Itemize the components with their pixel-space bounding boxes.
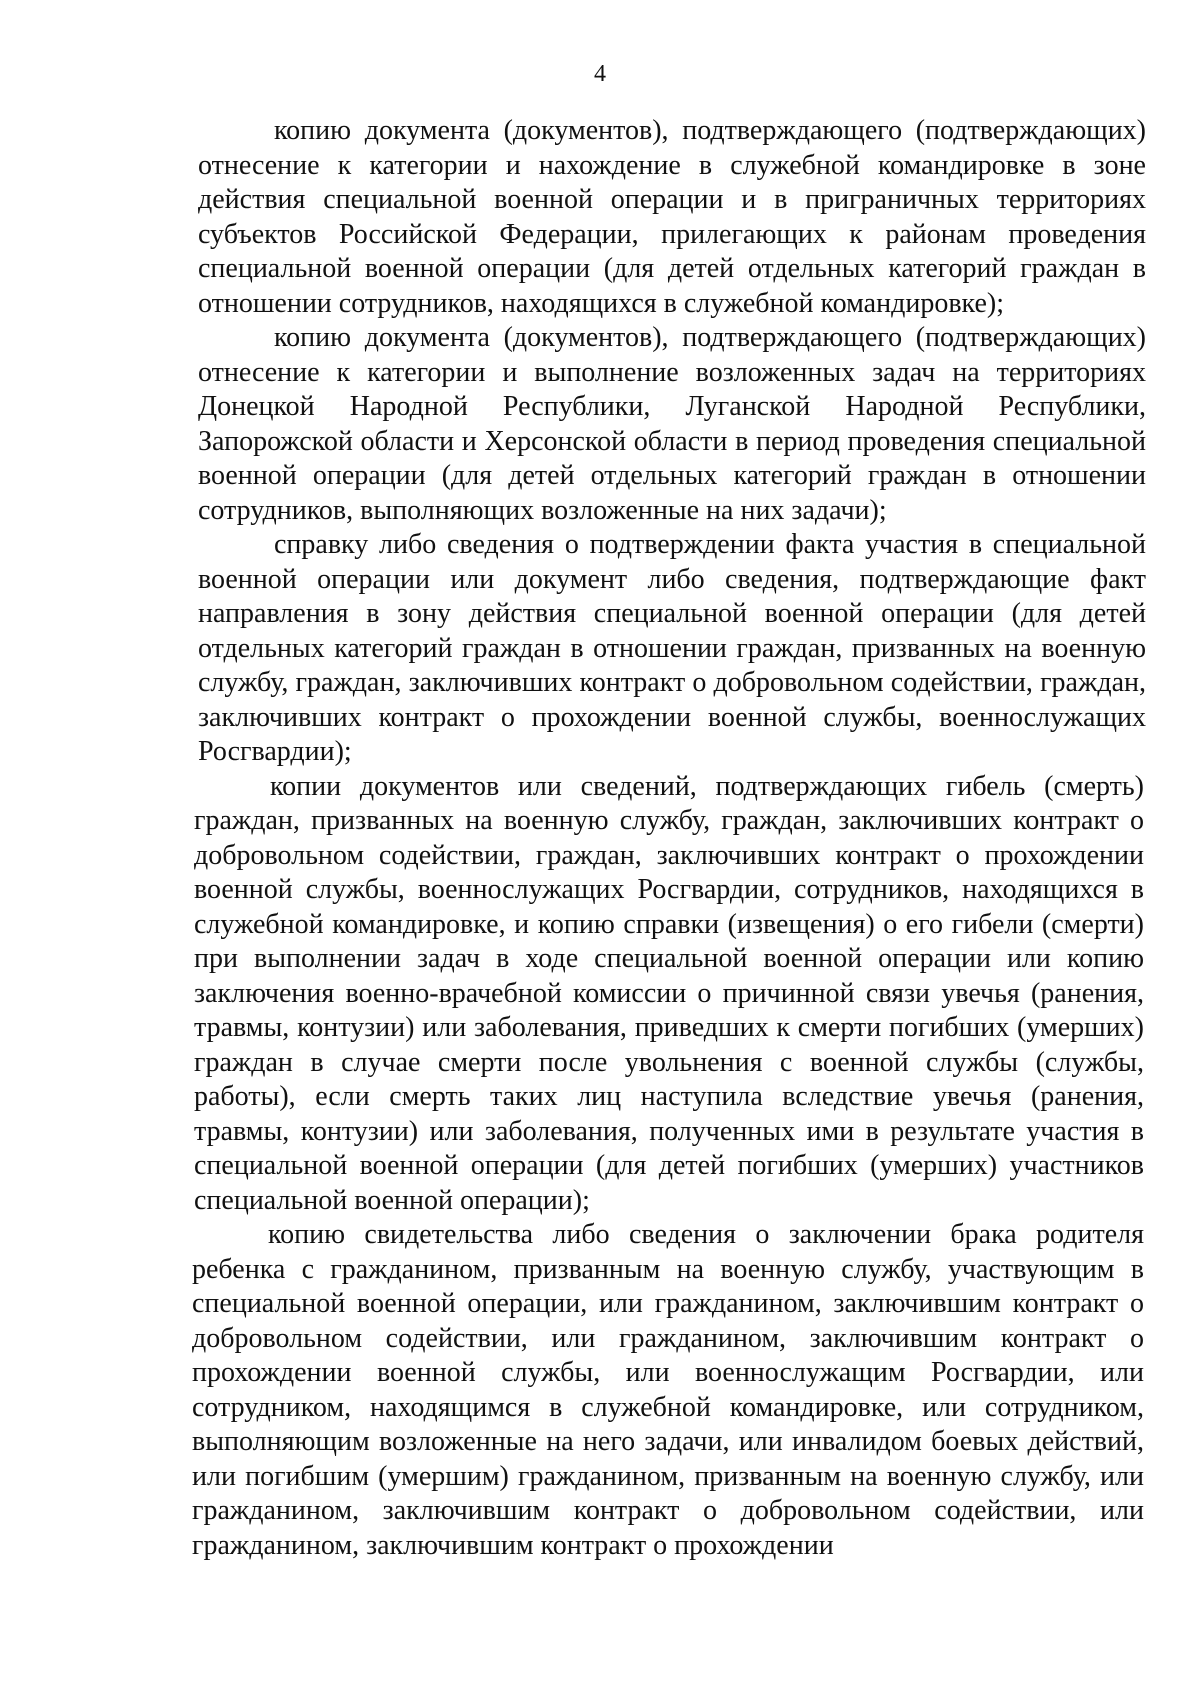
paragraph-participation-certificate: справку либо сведения о подтверждении факта участия в специальной военной операции или документ либо сведения, подтверждающие факт направления в зону действия специальной военной операции (для детей отдельных категорий граждан в отношении граждан, призванных на военную службу, граждан, заключивших контракт о добровольном содействии, граждан, заключивших контракт о прохождении военной службы, военнослужащих Росгвардии); <box>198 529 1146 767</box>
paragraph-marriage-certificate: копию свидетельства либо сведения о заключении брака родителя ребенка с гражданином, призванным на военную службу, участвующим в специальной военной операции, или гражданином, заключившим контракт о добровольном содействии, или гражданином, заключившим контракт о прохождении военной службы, или военнослужащим Росгвардии, или сотрудником, находящимся в служебной командировке, или сотрудником, выполняющим возложенные на него задачи, или инвалидом боевых действий, или погибшим (умершим) гражданином, призванным на военную службу, или гражданином, заключившим контракт о добровольном содействии, или гражданином, заключившим контракт о прохождении <box>192 1219 1144 1561</box>
paragraph-marriage-docs-2: копию документа (документов), подтверждающего (подтверждающих) отнесение к категории и выполнение возложенных задач на территориях Донецкой Народной Республики, Луганской Народной Республики, Запорожской области и Херсонской области в период проведения специальной военной операции (для детей отдельных категорий граждан в отношении сотрудников, выполняющих возложенные на них задачи); <box>198 322 1146 526</box>
paragraph-death-documents: копии документов или сведений, подтверждающих гибель (смерть) граждан, призванных на военную службу, граждан, заключивших контракт о добровольном содействии, граждан, заключивших контракт о прохождении военной службы, военнослужащих Росгвардии, сотрудников, находящихся в служебной командировке, и копию справки (извещения) о его гибели (смерти) при выполнении задач в ходе специальной военной операции или копию заключения военно-врачебной комиссии о причинной связи увечья (ранения, травмы, контузии) или заболевания, приведших к смерти погибших (умерших) граждан в случае смерти после увольнения с военной службы (службы, работы), если смерть таких лиц наступила вследствие увечья (ранения, травмы, контузии) или заболевания, полученных ими в результате участия в специальной военной операции (для детей погибших (умерших) участников специальной военной операции); <box>194 770 1144 1216</box>
document-body <box>192 114 1146 1563</box>
page-number: 4 <box>594 61 606 87</box>
paragraph-marriage-docs-1: копию документа (документов), подтверждающего (подтверждающих) отнесение к категории и нахождение в служебной командировке в зоне действия специальной военной операции и в приграничных территориях субъектов Российской Федерации, прилегающих к районам проведения специальной военной операции (для детей отдельных категорий граждан в отношении сотрудников, находящихся в служебной командировке); <box>198 115 1146 319</box>
